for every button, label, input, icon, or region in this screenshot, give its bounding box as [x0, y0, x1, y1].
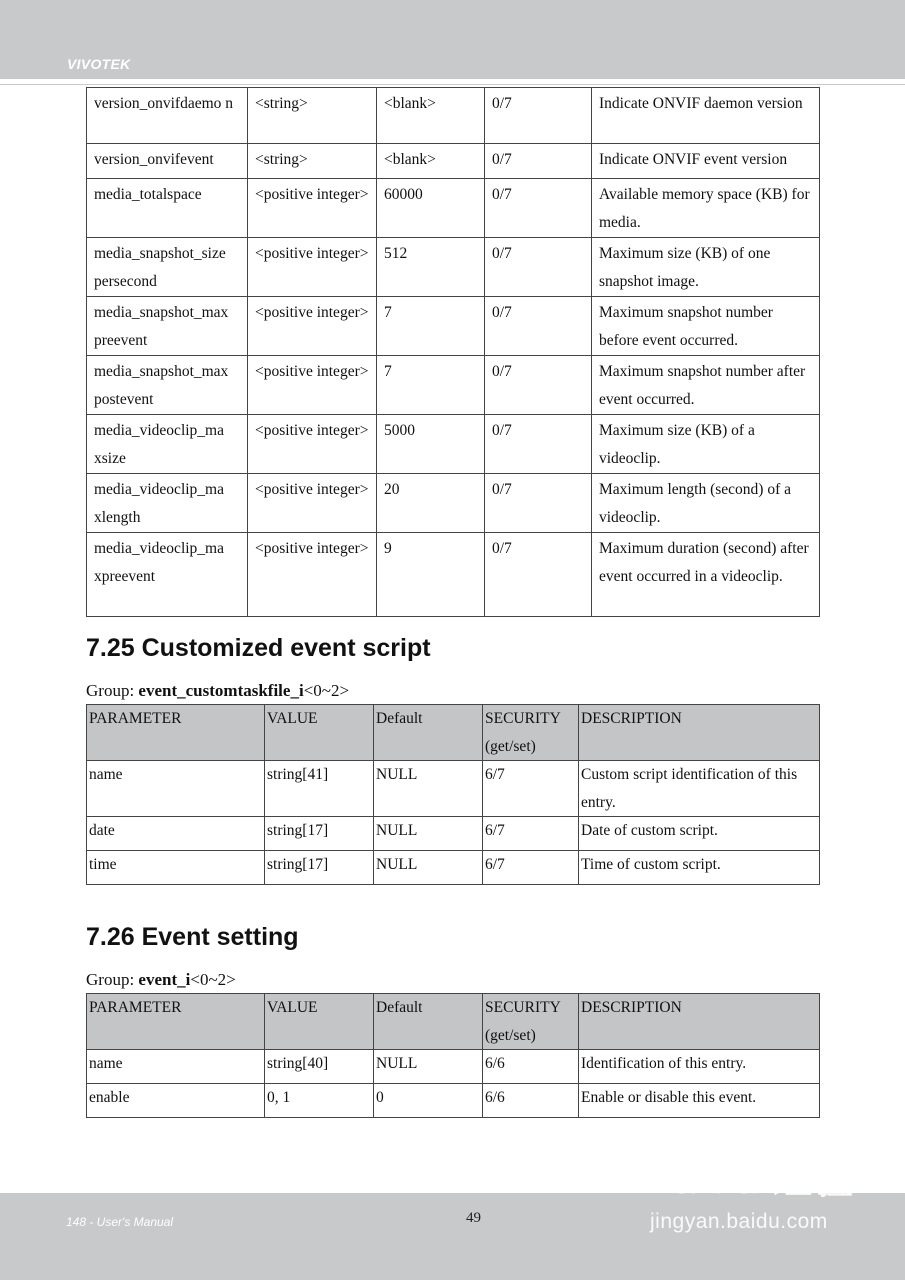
- table-cell: 7: [377, 297, 485, 356]
- table-cell: media_videoclip_ma xlength: [87, 474, 248, 533]
- table-cell: Maximum snapshot number before event occurred.: [592, 297, 820, 356]
- table-cell: 6/7: [483, 761, 579, 817]
- table-cell: <positive integer>: [248, 415, 377, 474]
- table-cell: 0/7: [485, 474, 592, 533]
- table-cell: Maximum duration (second) after event occurred in a videoclip.: [592, 533, 820, 617]
- header-band: [0, 0, 905, 79]
- table-cell: <positive integer>: [248, 238, 377, 297]
- table-cell: NULL: [374, 761, 483, 817]
- table-row: [87, 144, 820, 179]
- manual-page-label: 148 - User's Manual: [66, 1215, 174, 1229]
- table-cell: 6/6: [483, 1084, 579, 1118]
- table-cell: 0/7: [485, 356, 592, 415]
- table-cell: Maximum length (second) of a videoclip.: [592, 474, 820, 533]
- watermark-url: jingyan.baidu.com: [650, 1210, 828, 1233]
- table-cell: Custom script identification of this entry.: [579, 761, 820, 817]
- brand-name: VIVOTEK: [67, 56, 131, 72]
- table-cell: <positive integer>: [248, 474, 377, 533]
- watermark-logo: Baidu 经验: [644, 1158, 855, 1202]
- table-cell: <string>: [248, 144, 377, 179]
- customized-event-script-table: [86, 704, 820, 885]
- table-row: [87, 415, 820, 474]
- page-number: 49: [466, 1210, 481, 1226]
- column-header: DESCRIPTION: [579, 994, 820, 1050]
- table-row: [87, 88, 820, 144]
- table-cell: media_snapshot_max postevent: [87, 356, 248, 415]
- table-cell: media_videoclip_ma xpreevent: [87, 533, 248, 617]
- table-cell: name: [87, 761, 265, 817]
- table-cell: <blank>: [377, 144, 485, 179]
- group-suffix: <0~2>: [303, 681, 350, 700]
- column-header: VALUE: [265, 705, 374, 761]
- table-cell: string[40]: [265, 1050, 374, 1084]
- table-cell: media_videoclip_ma xsize: [87, 415, 248, 474]
- table-cell: 0/7: [485, 533, 592, 617]
- table-cell: name: [87, 1050, 265, 1084]
- baidu-watermark: [640, 1142, 870, 1252]
- table-cell: 60000: [377, 179, 485, 238]
- column-header: PARAMETER: [87, 994, 265, 1050]
- group-name: event_customtaskfile_i: [138, 681, 304, 700]
- table-row: [87, 761, 820, 817]
- table-cell: Available memory space (KB) for media.: [592, 179, 820, 238]
- customized-event-script-table-body: [87, 705, 820, 885]
- table-cell: Time of custom script.: [579, 851, 820, 885]
- column-header: SECURITY (get/set): [483, 705, 579, 761]
- group-line-event: [86, 970, 236, 990]
- table-cell: media_totalspace: [87, 179, 248, 238]
- table-row: [87, 238, 820, 297]
- table-cell: 0, 1: [265, 1084, 374, 1118]
- group-name: event_i: [138, 970, 191, 989]
- table-row: [87, 474, 820, 533]
- table-cell: 0/7: [485, 238, 592, 297]
- group-prefix: Group:: [86, 970, 139, 989]
- table-cell: <positive integer>: [248, 533, 377, 617]
- table-cell: 0/7: [485, 297, 592, 356]
- table-cell: Maximum snapshot number after event occurred.: [592, 356, 820, 415]
- table-row: [87, 356, 820, 415]
- table-cell: NULL: [374, 1050, 483, 1084]
- table-cell: date: [87, 817, 265, 851]
- table-cell: 0/7: [485, 88, 592, 144]
- table-cell: 9: [377, 533, 485, 617]
- table-cell: 6/6: [483, 1050, 579, 1084]
- continuation-table-body: [87, 88, 820, 617]
- column-header: VALUE: [265, 994, 374, 1050]
- table-cell: NULL: [374, 851, 483, 885]
- table-cell: <blank>: [377, 88, 485, 144]
- table-row: [87, 817, 820, 851]
- table-cell: NULL: [374, 817, 483, 851]
- table-cell: Maximum size (KB) of a videoclip.: [592, 415, 820, 474]
- table-cell: <positive integer>: [248, 356, 377, 415]
- table-row: [87, 1084, 820, 1118]
- continuation-table: [86, 87, 820, 617]
- event-setting-table-body: [87, 994, 820, 1118]
- column-header: SECURITY (get/set): [483, 994, 579, 1050]
- group-suffix: <0~2>: [190, 970, 236, 989]
- table-cell: 0/7: [485, 179, 592, 238]
- table-cell: 6/7: [483, 851, 579, 885]
- table-cell: string[17]: [265, 817, 374, 851]
- column-header: Default: [374, 705, 483, 761]
- header-rule: [0, 84, 905, 85]
- table-cell: time: [87, 851, 265, 885]
- column-header: DESCRIPTION: [579, 705, 820, 761]
- table-cell: Enable or disable this event.: [579, 1084, 820, 1118]
- table-cell: Indicate ONVIF daemon version: [592, 88, 820, 144]
- table-cell: media_snapshot_max preevent: [87, 297, 248, 356]
- table-cell: Maximum size (KB) of one snapshot image.: [592, 238, 820, 297]
- table-header-row: [87, 994, 820, 1050]
- table-cell: 7: [377, 356, 485, 415]
- table-cell: version_onvifdaemo n: [87, 88, 248, 144]
- table-cell: <positive integer>: [248, 179, 377, 238]
- table-cell: 0/7: [485, 144, 592, 179]
- table-cell: 6/7: [483, 817, 579, 851]
- column-header: Default: [374, 994, 483, 1050]
- table-cell: string[17]: [265, 851, 374, 885]
- table-cell: <positive integer>: [248, 297, 377, 356]
- table-cell: media_snapshot_size persecond: [87, 238, 248, 297]
- table-cell: Indicate ONVIF event version: [592, 144, 820, 179]
- table-cell: string[41]: [265, 761, 374, 817]
- column-header: PARAMETER: [87, 705, 265, 761]
- table-row: [87, 851, 820, 885]
- table-cell: <string>: [248, 88, 377, 144]
- table-row: [87, 533, 820, 617]
- table-header-row: [87, 705, 820, 761]
- event-setting-table: [86, 993, 820, 1118]
- section-heading-event-setting: 7.26 Event setting: [86, 923, 299, 951]
- table-row: [87, 1050, 820, 1084]
- table-row: [87, 297, 820, 356]
- table-cell: enable: [87, 1084, 265, 1118]
- table-cell: 512: [377, 238, 485, 297]
- table-cell: Identification of this entry.: [579, 1050, 820, 1084]
- group-prefix: Group:: [86, 681, 139, 700]
- table-cell: 20: [377, 474, 485, 533]
- table-cell: 5000: [377, 415, 485, 474]
- table-cell: version_onvifevent: [87, 144, 248, 179]
- table-row: [87, 179, 820, 238]
- table-cell: Date of custom script.: [579, 817, 820, 851]
- table-cell: 0: [374, 1084, 483, 1118]
- table-cell: 0/7: [485, 415, 592, 474]
- group-line-customtaskfile: [86, 681, 349, 701]
- section-heading-customized-event-script: 7.25 Customized event script: [86, 634, 431, 662]
